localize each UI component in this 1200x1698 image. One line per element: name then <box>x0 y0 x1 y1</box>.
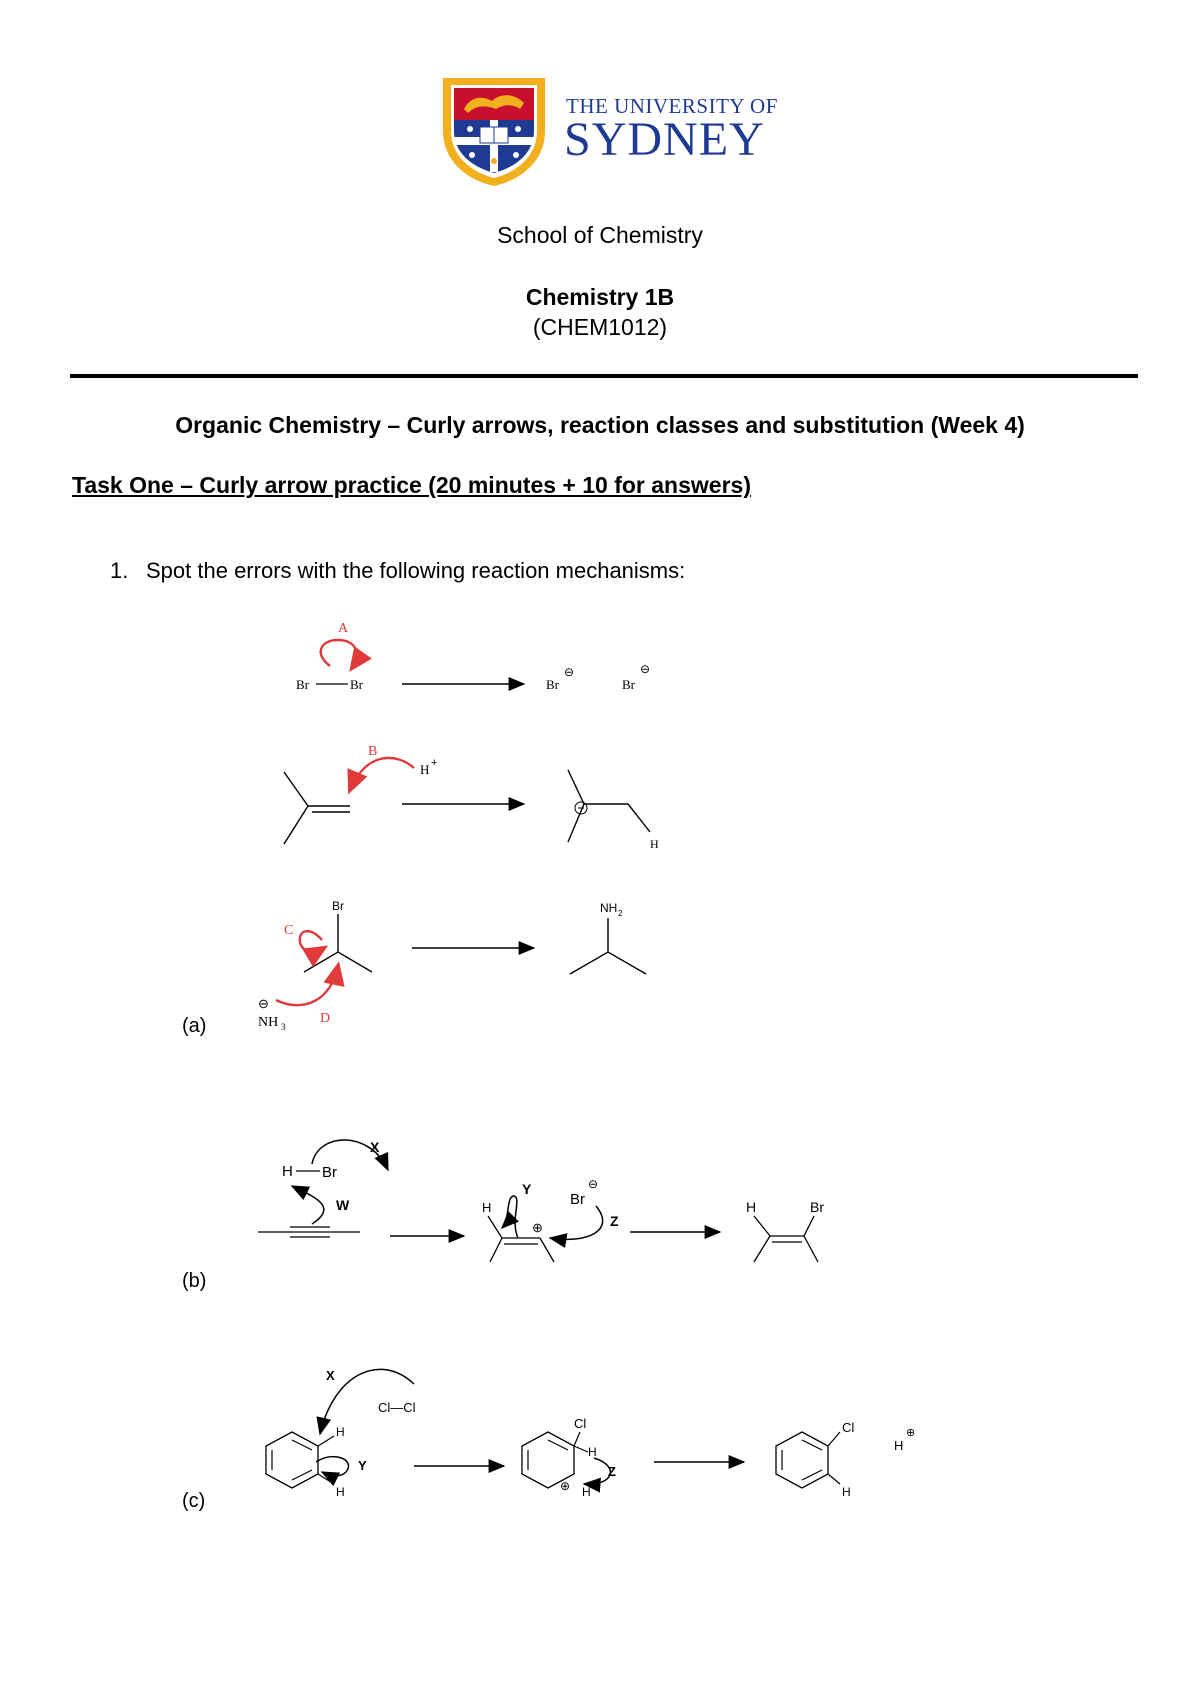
question-text: Spot the errors with the following reaction mechanisms: <box>146 558 686 583</box>
intermediate-chlorine: Cl <box>574 1416 587 1431</box>
bromide-anion-2: Br <box>622 677 635 692</box>
university-crest <box>440 75 548 187</box>
amine-subscript: 2 <box>618 909 623 918</box>
arrow-label-b: B <box>368 744 378 759</box>
header-divider <box>70 374 1138 378</box>
arrow-label-d: D <box>320 1011 331 1026</box>
released-proton: H <box>894 1438 904 1453</box>
intermediate-h-bottom: H <box>582 1485 591 1499</box>
part-a-mechanisms <box>0 600 1200 1040</box>
curly-arrow-y <box>502 1196 518 1238</box>
university-name-line2: SYDNEY <box>564 113 765 166</box>
vinyl-bromide-skeleton <box>754 1216 770 1262</box>
arrow-label-y: Y <box>522 1181 532 1197</box>
product-chlorine: Cl <box>842 1420 855 1435</box>
curly-arrow-c <box>300 931 324 951</box>
intermediate-hydrogen: H <box>482 1200 492 1215</box>
arrow-label-z: Z <box>610 1213 619 1229</box>
vinyl-cation-skeleton <box>488 1216 502 1262</box>
anion-charge-2: ⊖ <box>640 662 651 676</box>
document-title: Organic Chemistry – Curly arrows, reaction classes and substitution (Week 4) <box>175 412 1025 438</box>
question-number: 1. <box>110 558 129 583</box>
curly-arrow-z <box>584 1458 610 1484</box>
atom-br-1: Br <box>296 677 309 692</box>
intermediate-h-top: H <box>588 1445 597 1459</box>
arenium-charge: ⊕ <box>560 1479 571 1493</box>
amine-skeleton <box>570 952 646 974</box>
reaction-2 <box>284 744 659 851</box>
curly-arrow-w <box>292 1186 324 1224</box>
reaction-3 <box>258 899 646 1032</box>
ammonia-subscript: 3 <box>281 1022 286 1032</box>
ammonia: NH <box>258 1015 279 1030</box>
alkyne <box>258 1227 360 1237</box>
curly-arrow-y <box>316 1457 349 1476</box>
anion-charge-1: ⊖ <box>564 665 575 679</box>
part-a-label: (a) <box>182 1015 207 1037</box>
arrow-label-c: C <box>284 923 294 938</box>
part-b-mechanism <box>0 1120 1200 1280</box>
arrow-label-z: Z <box>608 1464 616 1479</box>
bromide-charge: ⊖ <box>588 1177 599 1191</box>
product-hydrogen: H <box>650 837 659 851</box>
arrow-label-x: X <box>370 1139 380 1155</box>
reagent-hydrogen: H <box>282 1163 293 1180</box>
reaction-1 <box>296 621 650 692</box>
product-hydrogen: H <box>746 1199 757 1215</box>
atom-br-2: Br <box>350 677 363 692</box>
substrate-bromine: Br <box>332 899 344 913</box>
curly-arrow-d <box>276 966 338 1005</box>
cation-charge: ⊕ <box>532 1220 543 1235</box>
arrow-label-w: W <box>336 1197 350 1213</box>
arrow-label-y: Y <box>358 1458 367 1473</box>
chlorine-molecule: Cl—Cl <box>378 1400 416 1415</box>
bromide-anion: Br <box>570 1191 585 1208</box>
arrow-label-x: X <box>326 1368 335 1383</box>
part-c-label: (c) <box>182 1490 206 1512</box>
proton: H <box>420 762 430 777</box>
bromide-anion-1: Br <box>546 677 559 692</box>
part-b-label: (b) <box>182 1270 207 1292</box>
course-code: (CHEM1012) <box>532 314 668 340</box>
chlorobenzene-ring <box>776 1432 828 1488</box>
school-name: School of Chemistry <box>497 222 703 248</box>
carbanion-skeleton <box>568 770 584 842</box>
benzene-ring <box>266 1432 318 1488</box>
nucleophile-charge: ⊖ <box>258 996 269 1011</box>
alkene-skeleton <box>284 772 308 844</box>
proton-charge: ⊕ <box>906 1427 916 1439</box>
arrow-label-a: A <box>338 621 349 636</box>
curly-arrow-a <box>321 640 357 668</box>
part-c-mechanism <box>0 1350 1200 1510</box>
benzene-h-top: H <box>336 1425 345 1439</box>
benzene-h-bottom: H <box>336 1485 345 1499</box>
reagent-bromine: Br <box>322 1164 337 1181</box>
product-bromine: Br <box>810 1199 824 1215</box>
product-hydrogen: H <box>842 1485 851 1499</box>
course-name: Chemistry 1B <box>525 284 675 310</box>
proton-charge: + <box>431 757 438 769</box>
university-name-line1: THE UNIVERSITY OF <box>566 94 778 118</box>
curly-arrow-z <box>550 1206 603 1239</box>
curly-arrow-b <box>350 758 414 790</box>
task-heading: Task One – Curly arrow practice (20 minutes + 10 for answers) <box>72 472 751 498</box>
amine-group: NH <box>600 901 618 915</box>
